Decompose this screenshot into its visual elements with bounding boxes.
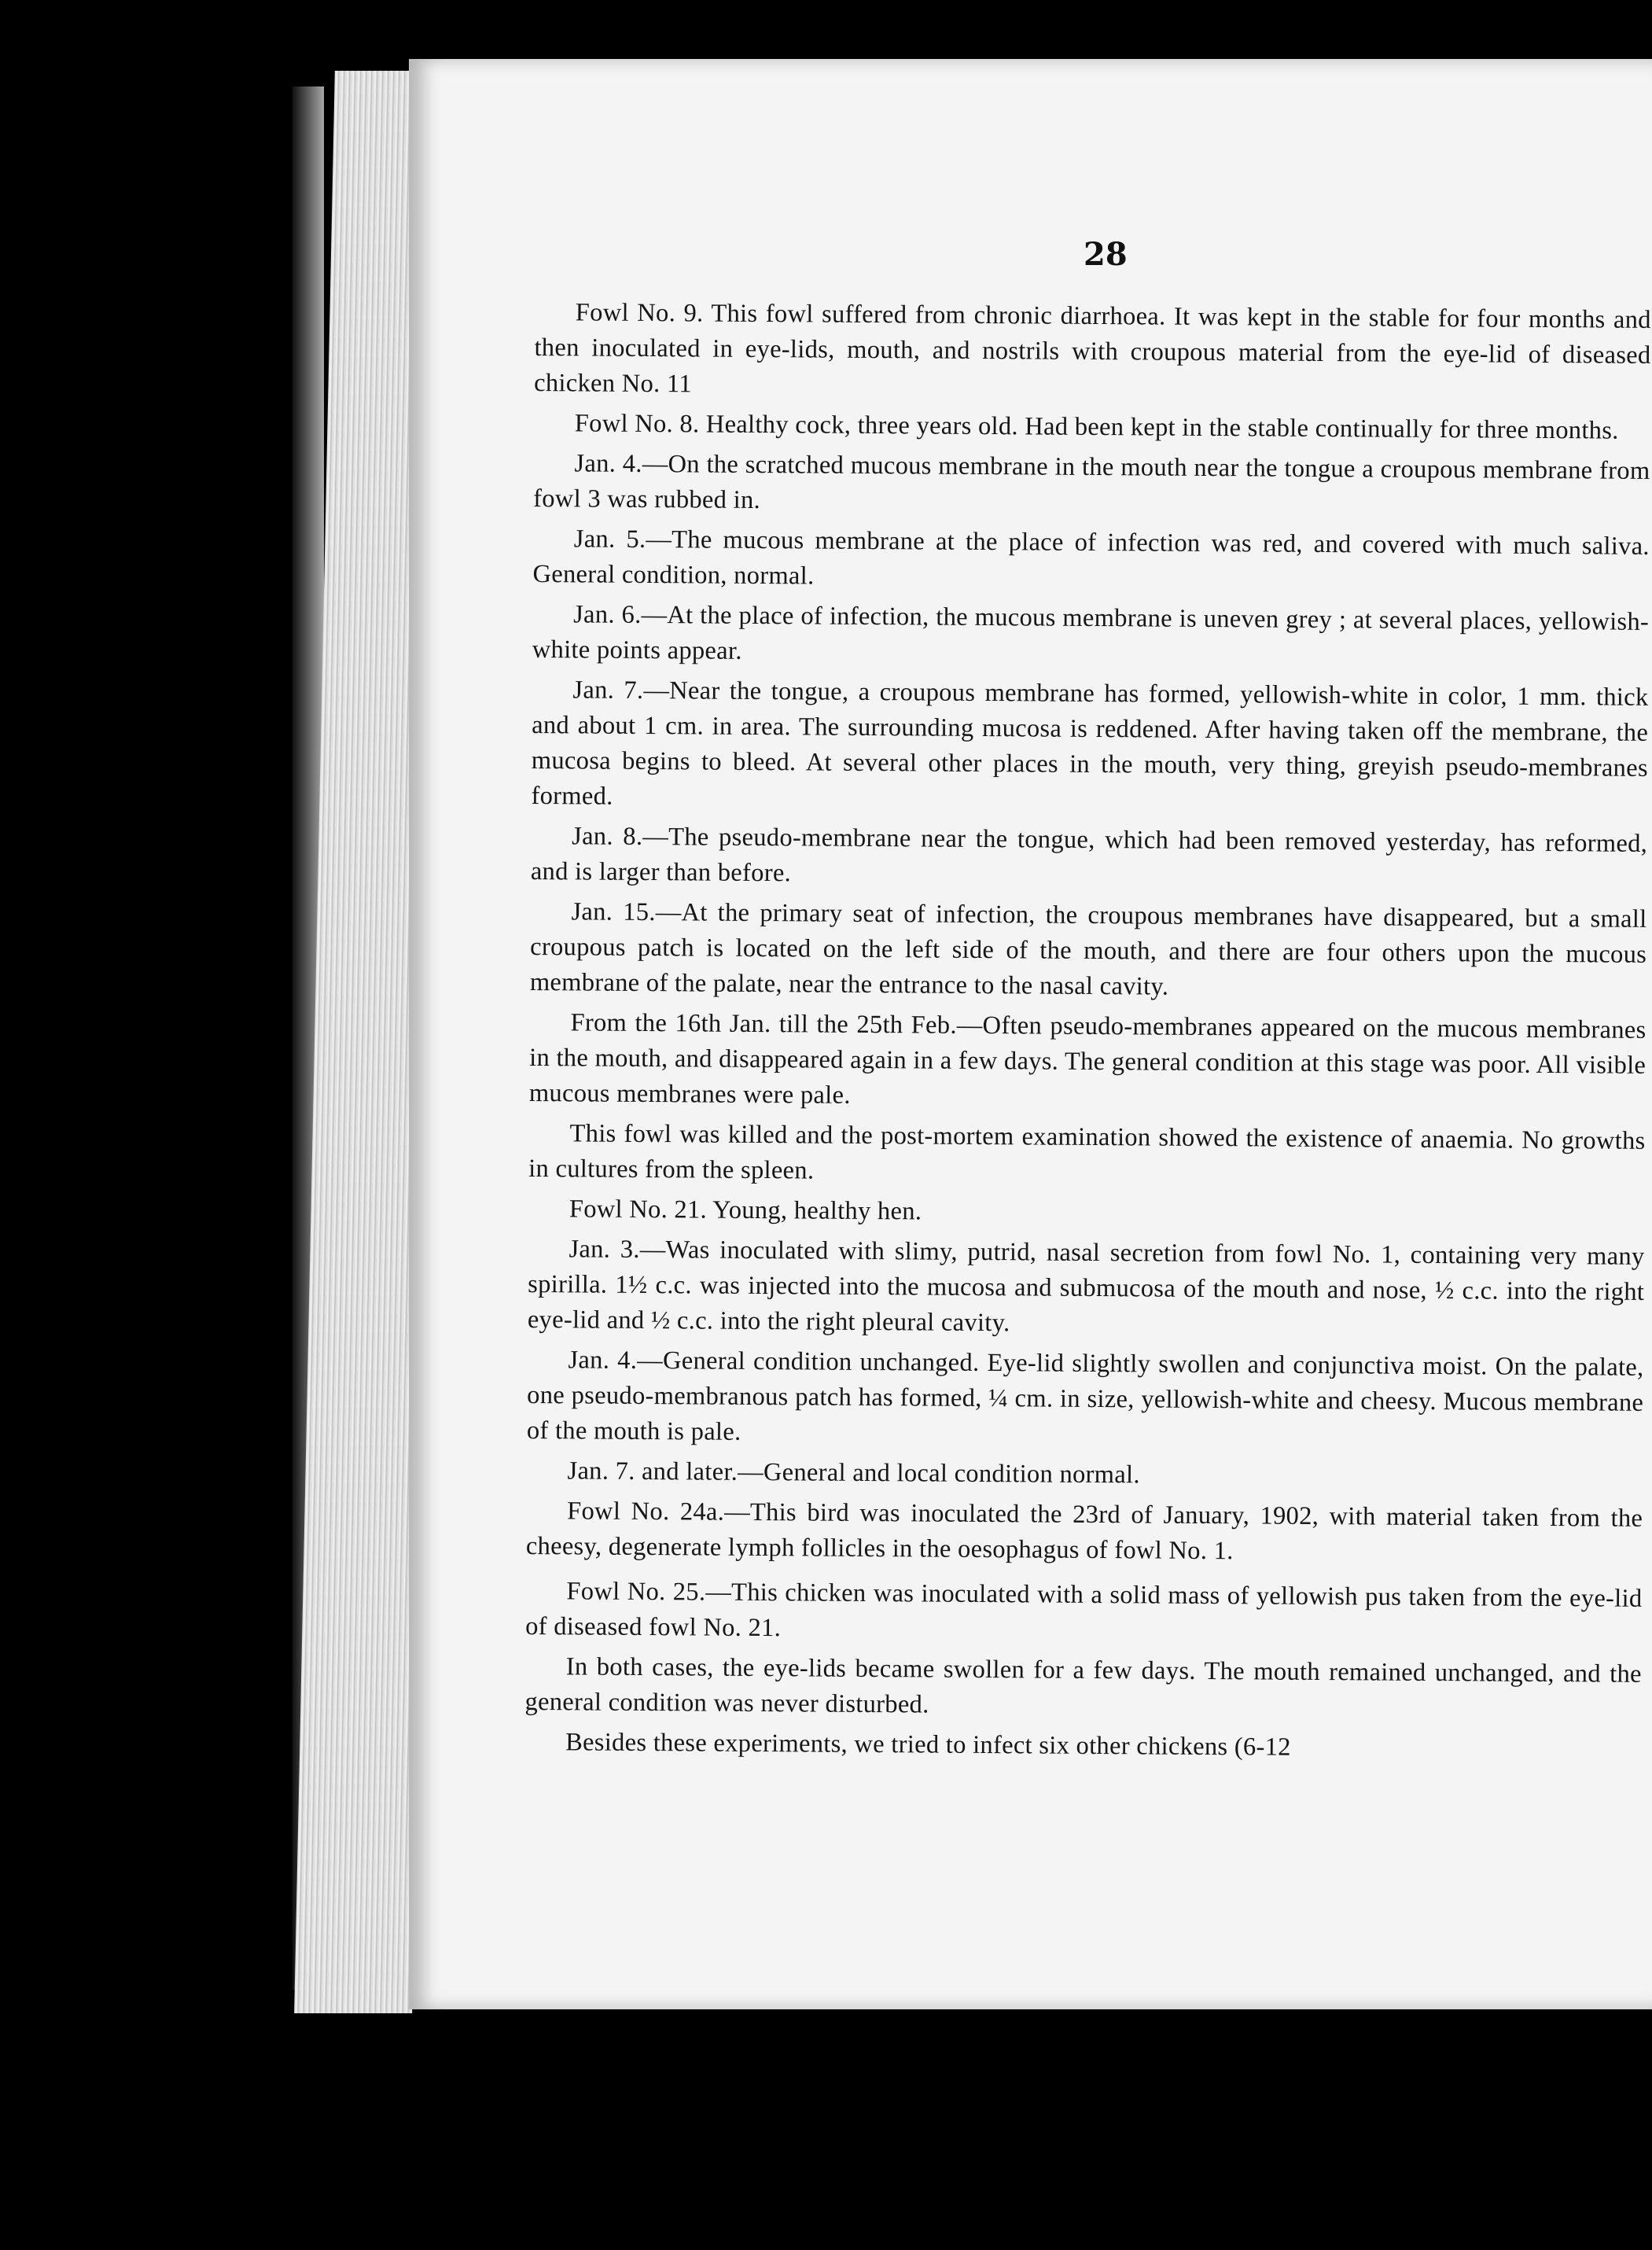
paragraph: Jan. 3.—Was inoculated with slimy, putrid, nasal secretion from fowl No. 1, containing very many spirilla. 1½ c.c. was injected into the mucosa and submucosa of the mouth and nose, ½ c.c. into the right eye-lid and ½ c.c. into the right pleural cavity. [527, 1235, 1645, 1338]
paragraph: Fowl No. 24a.—This bird was inoculated the 23rd of January, 1902, with material taken from the cheesy, degenerate lymph follicles in the oesophagus of fowl No. 1. [525, 1497, 1643, 1566]
paragraph: Jan. 8.—The pseudo-membrane near the tongue, which had been removed yesterday, has reformed, and is larger than before. [530, 822, 1648, 888]
paragraph: Fowl No. 25.—This chicken was inoculated with a solid mass of yellowish pus taken from the eye-lid of diseased fowl No. 21. [525, 1577, 1643, 1643]
paragraph: Jan. 5.—The mucous membrane at the place of infection was red, and covered with much saliva. General condition, normal. [532, 525, 1650, 591]
paragraph: Fowl No. 21. Young, healthy hen. [568, 1195, 922, 1226]
paragraph: Jan. 4.—On the scratched mucous membrane in the mouth near the tongue a croupous membrane from fowl 3 was rubbed in. [533, 449, 1650, 515]
page-number: 28 [1084, 236, 1128, 273]
paragraph: Jan. 6.—At the place of infection, the mucous membrane is uneven grey ; at several places, yellowish-white points appear. [532, 600, 1650, 665]
paragraph: Jan. 15.—At the primary seat of infection, the croupous membranes have disappeared, but a small croupous patch is located on the left side of the mouth, and there are four others upon the mucous membrane of the palate, near the entrance to the nasal cavity. [529, 897, 1647, 1001]
paragraph: Fowl No. 8. Healthy cock, three years old. Had been kept in the stable continually for three months. [574, 409, 1619, 445]
paragraph: Fowl No. 9. This fowl suffered from chronic diarrhoea. It was kept in the stable for four months and then inoculated in eye-lids, mouth, and nostrils with croupous material from the eye-lid of diseased chicken No. 11 [534, 298, 1651, 399]
paragraph: From the 16th Jan. till the 25th Feb.—Often pseudo-membranes appeared on the mucous membranes in the mouth, and disappeared again in a few days. The general condition at this stage was poor. All visible mucous membranes were pale. [528, 1008, 1646, 1110]
body-text [523, 295, 1651, 2017]
paragraph: Besides these experiments, we tried to infect six other chickens (6-12 [565, 1728, 1291, 1762]
paragraph: In both cases, the eye-lids became swollen for a few days. The mouth remained unchanged, and the general condition was never disturbed. [524, 1652, 1642, 1719]
paragraph: Jan. 7. and later.—General and local condition normal. [567, 1456, 1140, 1490]
paragraph: Jan. 7.—Near the tongue, a croupous membrane has formed, yellowish-white in color, 1 mm. thick and about 1 cm. in area. The surrounding mucosa is reddened. After having taken off the membrane, the mucosa begins to bleed. At several other places in the mouth, very thing, greyish pseudo-membranes formed. [531, 676, 1649, 811]
paragraph: Jan. 4.—General condition unchanged. Eye-lid slightly swollen and conjunctiva moist. On the palate, one pseudo-membranous patch has formed, ¼ cm. in size, yellowish-white and cheesy. Mucous membrane of the mouth is pale. [526, 1346, 1644, 1446]
paragraph: This fowl was killed and the post-mortem examination showed the existence of anaemia. No growths in cultures from the spleen. [528, 1119, 1646, 1185]
